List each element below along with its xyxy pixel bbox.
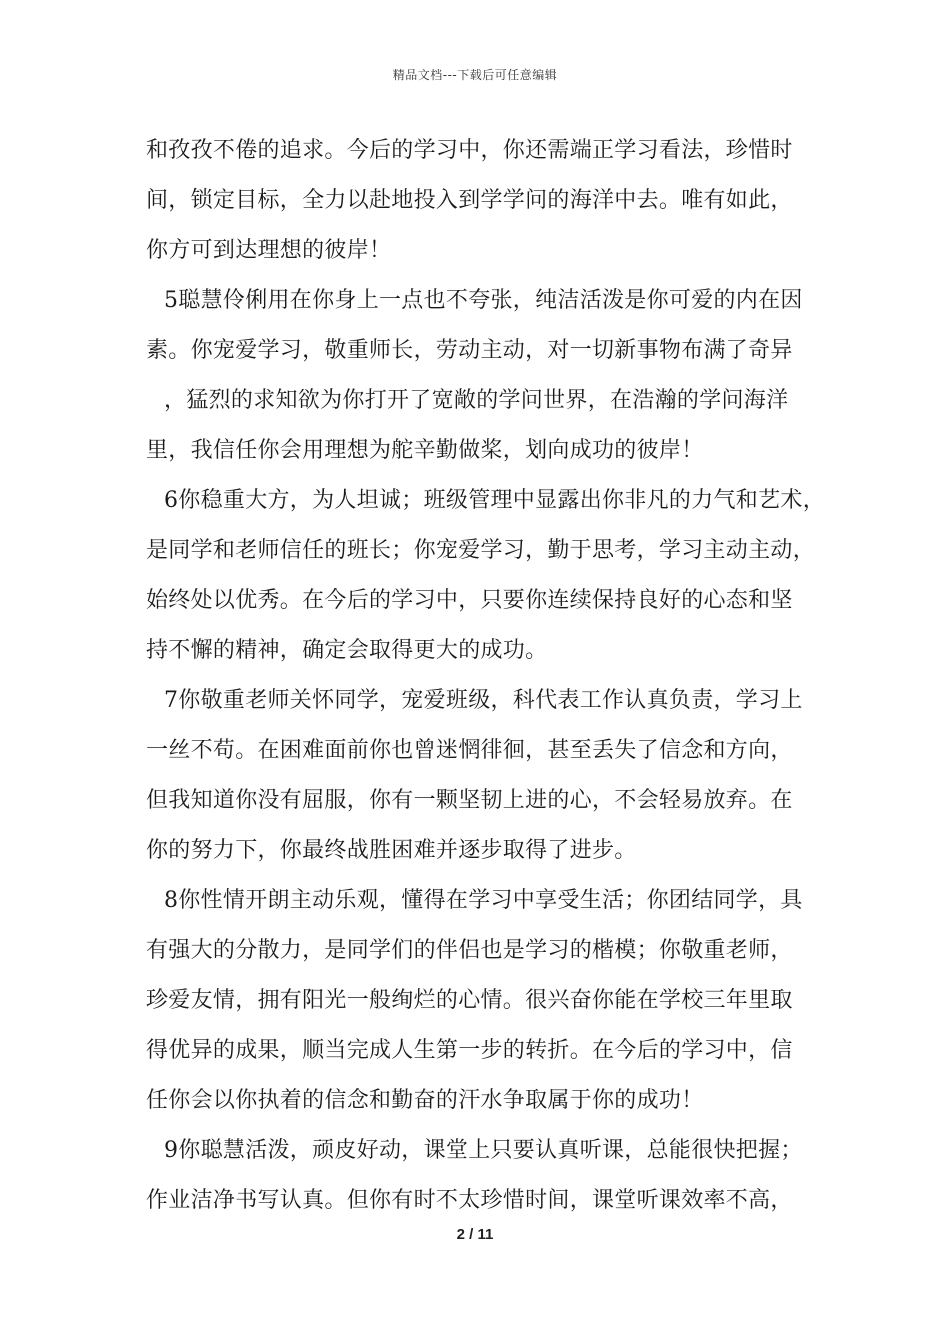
text-line: 珍爱友情，拥有阳光一般绚烂的心情。很兴奋你能在学校三年里取 [146, 988, 793, 1013]
paragraph-start-6: 6你稳重大方，为人坦诚；班级管理中显露出你非凡的力气和艺术， [164, 488, 825, 513]
text-line: 始终处以优秀。在今后的学习中，只要你连续保持良好的心态和坚 [146, 588, 793, 613]
text-line: 你方可到达理想的彼岸！ [146, 238, 392, 263]
paragraph-start-7: 7你敬重老师关怀同学，宠爱班级，科代表工作认真负责，学习上 [164, 688, 803, 713]
text-line: 有强大的分散力，是同学们的伴侣也是学习的楷模；你敬重老师， [146, 938, 793, 963]
paragraph-start-9: 9你聪慧活泼，顽皮好动，课堂上只要认真听课，总能很快把握； [164, 1138, 803, 1163]
text-line: 里，我信任你会用理想为舵辛勤做桨，划向成功的彼岸！ [146, 438, 704, 463]
page-header: 精品文档---下载后可任意编辑 [392, 68, 558, 82]
text-line: 得优异的成果，顺当完成人生第一步的转折。在今后的学习中，信 [146, 1038, 793, 1063]
document-body [146, 126, 826, 1226]
text-line: 但我知道你没有屈服，你有一颗坚韧上进的心，不会轻易放弃。在 [146, 788, 793, 813]
text-line: 持不懈的精神，确定会取得更大的成功。 [146, 638, 548, 663]
page-number: 2 / 11 [456, 1226, 494, 1243]
text-line: 任你会以你执着的信念和勤奋的汗水争取属于你的成功！ [146, 1088, 704, 1113]
text-line: 素。你宠爱学习，敬重师长，劳动主动，对一切新事物布满了奇异 [146, 338, 793, 363]
text-line: 是同学和老师信任的班长；你宠爱学习，勤于思考，学习主动主动， [146, 538, 816, 563]
text-line: 间，锁定目标，全力以赴地投入到学学问的海洋中去。唯有如此， [146, 188, 793, 213]
paragraph-start-5: 5聪慧伶俐用在你身上一点也不夸张，纯洁活泼是你可爱的内在因 [164, 288, 803, 313]
paragraph-start-8: 8你性情开朗主动乐观，懂得在学习中享受生活；你团结同学，具 [164, 888, 803, 913]
text-line: 你的努力下，你最终战胜困难并逐步取得了进步。 [146, 838, 637, 863]
text-line: 和孜孜不倦的追求。今后的学习中，你还需端正学习看法，珍惜时 [146, 138, 793, 163]
text-line: 作业洁净书写认真。但你有时不太珍惜时间，课堂听课效率不高， [146, 1188, 793, 1213]
text-line: 一丝不苟。在困难面前你也曾迷惘徘徊，甚至丢失了信念和方向， [146, 738, 793, 763]
text-line: ，猛烈的求知欲为你打开了宽敞的学问世界，在浩瀚的学问海洋 [164, 388, 789, 413]
